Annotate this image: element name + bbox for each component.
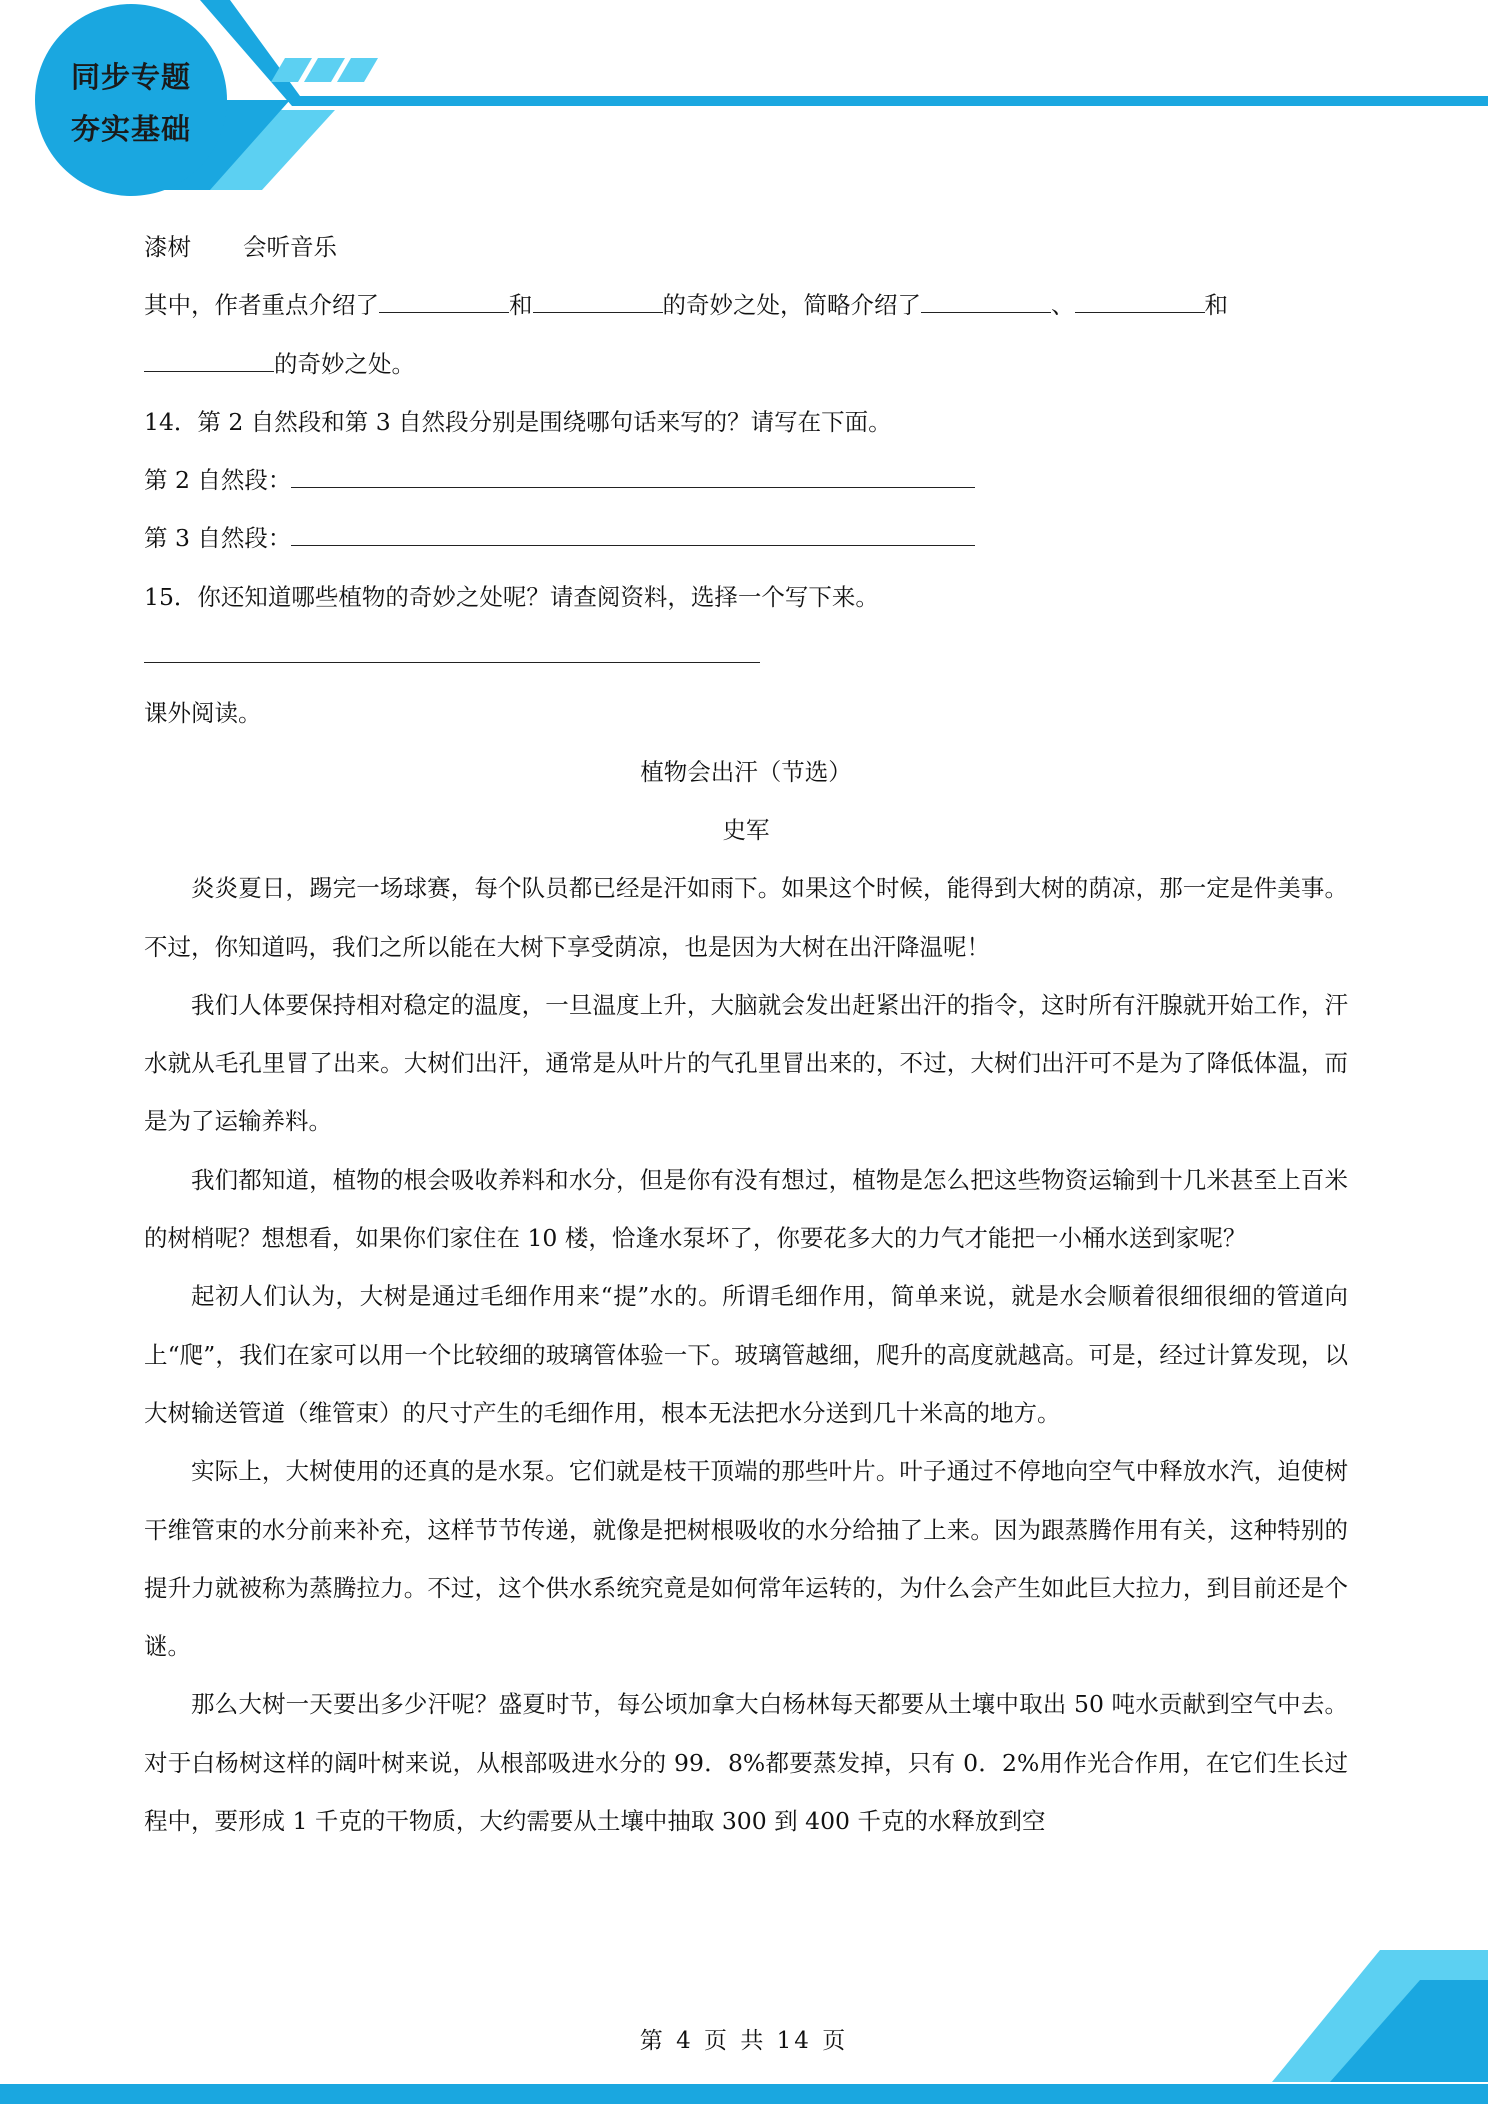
header-dash-3 [337, 58, 378, 82]
article-paragraph: 实际上，大树使用的还真的是水泵。它们就是枝干顶端的那些叶片。叶子通过不停地向空气中释放水汽，迫使树干维管束的水分前来补充，这样节节传递，就像是把树根吸收的水分给抽了上来。因为跟蒸腾作用有关，这种特别的提升力就被称为蒸腾拉力。不过，这个供水系统究竟是如何常年运转的，为什么会产生如此巨大拉力，到目前还是个谜。 [144, 1457, 1348, 1661]
article-title: 植物会出汗（节选） [640, 757, 852, 786]
page-content [144, 218, 1348, 1850]
q13-text-part-4: 、 [1051, 291, 1075, 320]
badge-line-1: 同步专题 [70, 60, 191, 94]
q13-fill-line-2 [144, 335, 1348, 393]
q13-fill-line-1 [144, 276, 1348, 334]
answer-blank[interactable] [144, 353, 274, 372]
badge-line-2: 夯实基础 [70, 112, 191, 146]
header-dash-2 [304, 58, 345, 82]
article-paragraph: 起初人们认为，大树是通过毛细作用来“提”水的。所谓毛细作用，简单来说，就是水会顺着很细很细的管道向上“爬”，我们在家可以用一个比较细的玻璃管体验一下。玻璃管越细，爬升的高度就越高。可是，经过计算发现，以大树输送管道（维管束）的尺寸产生的毛细作用，根本无法把水分送到几十米高的地方。 [144, 1282, 1348, 1427]
article-author: 史军 [722, 815, 770, 844]
footer-bar [0, 2084, 1488, 2104]
q15-answer [144, 626, 1348, 684]
q13-row-feature: 会听音乐 [243, 233, 337, 261]
q13-text-part-2: 和 [509, 291, 533, 320]
answer-blank[interactable] [379, 294, 509, 313]
answer-line[interactable] [291, 469, 975, 488]
header-badge [36, 8, 226, 198]
reading-article [144, 743, 1348, 1851]
header-stripe-top [200, 0, 1488, 106]
q13-row [144, 218, 1348, 276]
q13-text-part-1: 其中，作者重点介绍了 [144, 291, 379, 320]
answer-line[interactable] [144, 644, 760, 663]
article-paragraph: 炎炎夏日，踢完一场球赛，每个队员都已经是汗如雨下。如果这个时候，能得到大树的荫凉，那一定是件美事。不过，你知道吗，我们之所以能在大树下享受荫凉，也是因为大树在出汗降温呢！ [144, 874, 1348, 961]
q15-question: 15．你还知道哪些植物的奇妙之处呢？请查阅资料，选择一个写下来。 [144, 582, 879, 611]
answer-blank[interactable] [1075, 294, 1205, 313]
answer-line[interactable] [291, 527, 975, 546]
q14-answer-2 [144, 451, 1348, 509]
q13-text-part-5: 和 [1204, 291, 1228, 320]
q14-label-2: 第 2 自然段： [144, 466, 292, 495]
q13-text-part-3: 的奇妙之处，简略介绍了 [662, 291, 921, 320]
answer-blank[interactable] [533, 294, 663, 313]
q14-label-3: 第 3 自然段： [144, 524, 292, 553]
answer-blank[interactable] [921, 294, 1051, 313]
q14-question: 14．第 2 自然段和第 3 自然段分别是围绕哪句话来写的？请写在下面。 [144, 407, 892, 436]
q14-answer-3 [144, 509, 1348, 567]
q13-text-part-6: 的奇妙之处。 [274, 349, 415, 378]
page-number: 第 4 页 共 14 页 [639, 2028, 849, 2054]
q13-row-plant: 漆树 [144, 233, 191, 261]
reading-intro: 课外阅读。 [144, 699, 262, 728]
article-paragraph: 我们人体要保持相对稳定的温度，一旦温度上升，大脑就会发出赶紧出汗的指令，这时所有汗腺就开始工作，汗水就从毛孔里冒了出来。大树们出汗，通常是从叶片的气孔里冒出来的，不过，大树们出汗可不是为了降低体温，而是为了运输养料。 [144, 990, 1348, 1136]
article-paragraph: 那么大树一天要出多少汗呢？盛夏时节，每公顷加拿大白杨林每天都要从土壤中取出 50 吨水贡献到空气中去。对于白杨树这样的阔叶树来说，从根部吸进水分的 99．8%都要蒸发掉，只有 0．2%用作光合作用，在它们生长过程中，要形成 1 千克的干物质，大约需要从土壤中抽取 300 到 400 千克的水释放到空 [144, 1690, 1348, 1836]
article-paragraph: 我们都知道，植物的根会吸收养料和水分，但是你有没有想过，植物是怎么把这些物资运输到十几米甚至上百米的树梢呢？想想看，如果你们家住在 10 楼，恰逢水泵坏了，你要花多大的力气才能把一小桶水送到家呢？ [144, 1165, 1348, 1253]
